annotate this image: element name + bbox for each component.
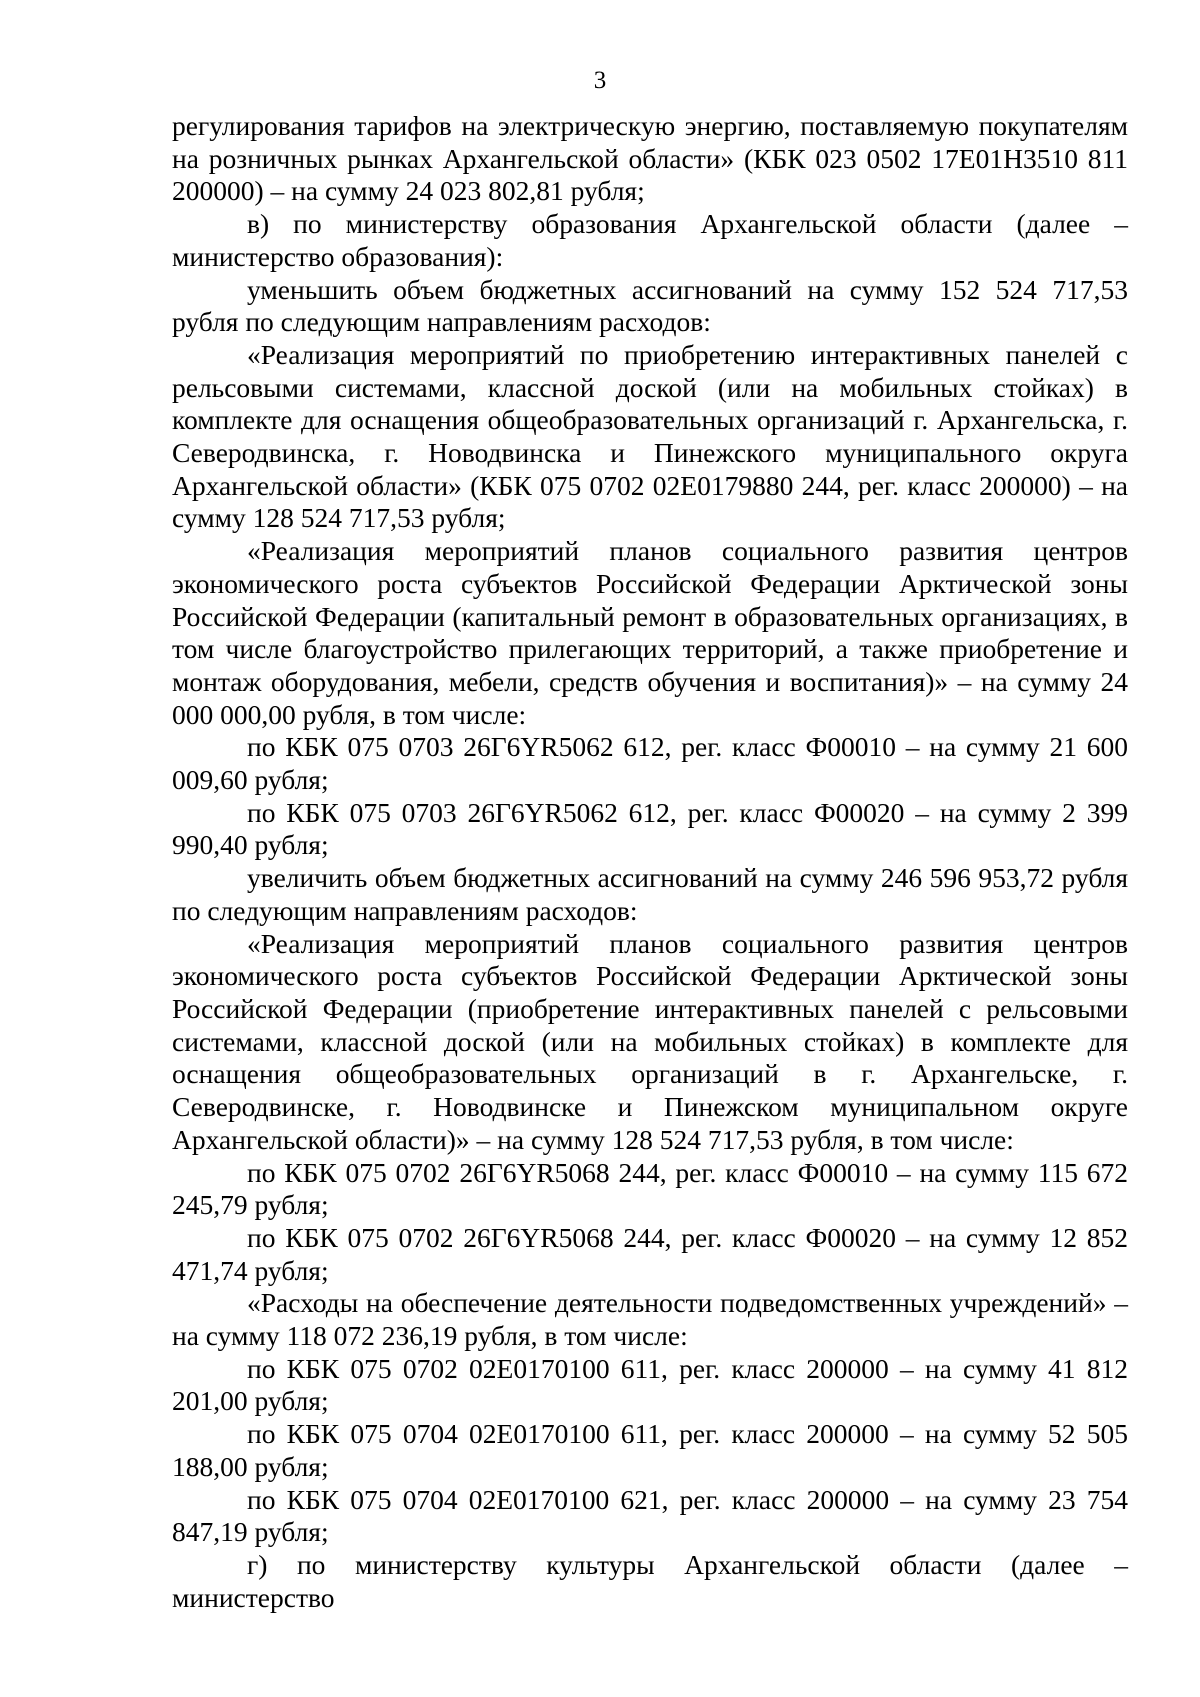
paragraph-kbk-item: по КБК 075 0702 26Г6YR5068 244, рег. класс Ф00020 – на сумму 12 852 471,74 рубля; xyxy=(172,1221,1128,1286)
paragraph-kbk-item: по КБК 075 0703 26Г6YR5062 612, рег. класс Ф00010 – на сумму 21 600 009,60 рубля; xyxy=(172,731,1128,796)
paragraph-culture-ministry: г) по министерству культуры Архангельской области (далее – министерство xyxy=(172,1548,1128,1613)
paragraph-kbk-item: по КБК 075 0702 26Г6YR5068 244, рег. класс Ф00010 – на сумму 115 672 245,79 рубля; xyxy=(172,1156,1128,1221)
paragraph-kbk-item: по КБК 075 0704 02Е0170100 611, рег. класс 200000 – на сумму 52 505 188,00 рубля; xyxy=(172,1418,1128,1482)
paragraph-education-ministry: в) по министерству образования Архангельской области (далее – министерство образования): xyxy=(172,208,1128,272)
paragraph-continuation: регулирования тарифов на электрическую энергию, поставляемую покупателям на розничных рынках Архангельской области» (КБК 023 0502 17Е01Н3510 811 200000) – на сумму 24 023 802,81 рубля; xyxy=(172,110,1128,207)
document-body xyxy=(172,110,1128,1614)
paragraph-kbk-item: по КБК 075 0702 02Е0170100 611, рег. класс 200000 – на сумму 41 812 201,00 рубля; xyxy=(172,1352,1128,1417)
page-number: 3 xyxy=(593,67,607,94)
paragraph-interactive-panels: «Реализация мероприятий по приобретению интерактивных панелей с рельсовыми системами, классной доской (или на мобильных стойках) в комплекте для оснащения общеобразовательных организаций г. Архангельска, г. Северодвинска, г. Новодвинска и Пинежского муниципального округа Архангельской области» (КБК 075 0702 02Е0179880 244, рег. класс 200000) – на сумму 128 524 717,53 рубля; xyxy=(172,338,1128,534)
paragraph-social-development-repair: «Реализация мероприятий планов социального развития центров экономического роста субъектов Российской Федерации Арктической зоны Российской Федерации (капитальный ремонт в образовательных организациях, в том числе благоустройство прилегающих территорий, а также приобретение и монтаж оборудования, мебели, средств обучения и воспитания)» – на сумму 24 000 000,00 рубля, в том числе: xyxy=(172,535,1128,730)
paragraph-social-development-panels: «Реализация мероприятий планов социального развития центров экономического роста субъектов Российской Федерации Арктической зоны Российской Федерации (приобретение интерактивных панелей с рельсовыми системами, классной доской (или на мобильных стойках) в комплекте для оснащения общеобразовательных организаций в г. Архангельске, г. Северодвинске, г. Новодвинске и Пинежском муниципальном округе Архангельской области)» – на сумму 128 524 717,53 рубля, в том числе: xyxy=(172,927,1128,1155)
paragraph-kbk-item: по КБК 075 0704 02Е0170100 621, рег. класс 200000 – на сумму 23 754 847,19 рубля; xyxy=(172,1483,1128,1548)
paragraph-kbk-item: по КБК 075 0703 26Г6YR5062 612, рег. класс Ф00020 – на сумму 2 399 990,40 рубля; xyxy=(172,796,1128,861)
paragraph-increase: увеличить объем бюджетных ассигнований на сумму 246 596 953,72 рубля по следующим направлениям расходов: xyxy=(172,862,1128,926)
paragraph-decrease: уменьшить объем бюджетных ассигнований на сумму 152 524 717,53 рубля по следующим направлениям расходов: xyxy=(172,273,1128,338)
paragraph-subordinate-institutions: «Расходы на обеспечение деятельности подведомственных учреждений» – на сумму 118 072 236,19 рубля, в том числе: xyxy=(172,1287,1128,1352)
